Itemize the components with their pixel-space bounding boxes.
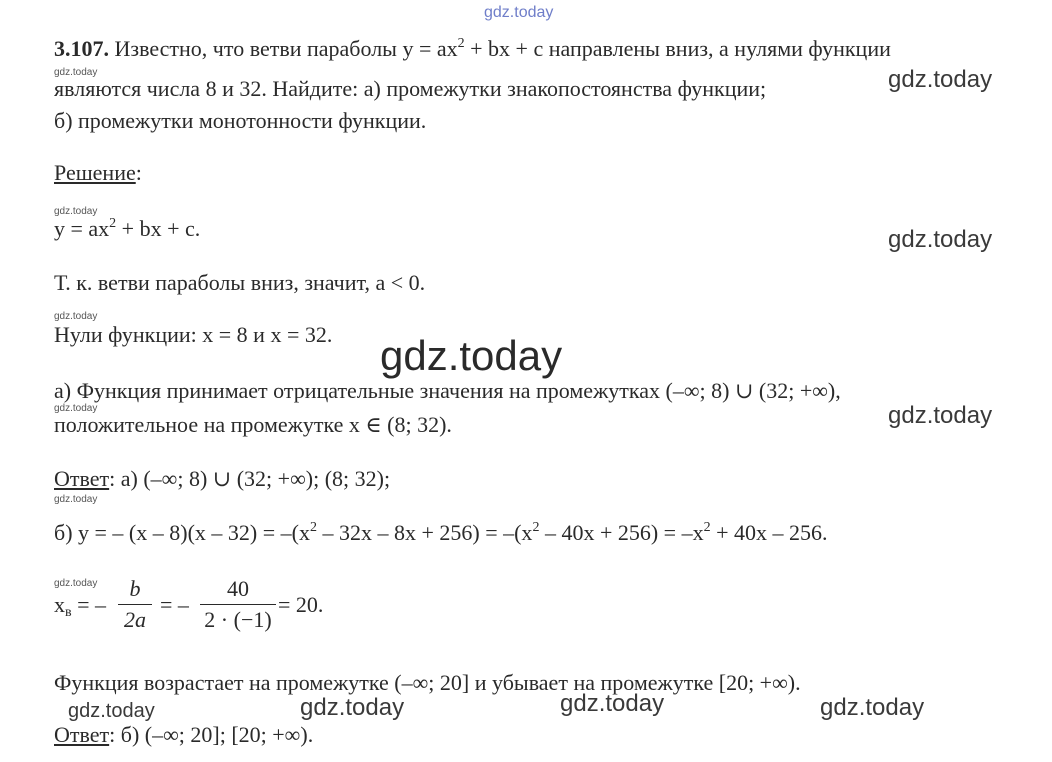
answer-a xyxy=(54,466,390,492)
problem-number: 3.107. xyxy=(54,36,109,61)
vertex-eq-2: = – xyxy=(160,592,189,617)
watermark-medium: gdz.today xyxy=(300,694,405,721)
part-b-equation xyxy=(54,520,828,546)
answer-b xyxy=(54,722,313,748)
watermark-small: gdz.today xyxy=(54,206,98,217)
fraction-numerator: b xyxy=(129,576,141,601)
vertex-subscript: в xyxy=(65,605,72,620)
exponent: 2 xyxy=(309,520,317,535)
watermark-small: gdz.today xyxy=(54,494,98,505)
zeros-statement: Нули функции: x = 8 и x = 32. xyxy=(54,322,333,347)
problem-line-3: б) промежутки монотонности функции. xyxy=(54,108,427,133)
watermark-medium: gdz.today xyxy=(68,700,155,722)
watermark-small: gdz.today xyxy=(54,578,98,589)
fraction-numerator: 40 xyxy=(227,576,249,601)
part-a-line-1: а) Функция принимает отрицательные значения на промежутках (–∞; 8) ∪ (32; +∞), xyxy=(54,378,841,403)
watermark-small: gdz.today xyxy=(54,403,98,414)
problem-line-1 xyxy=(54,36,891,62)
watermark-medium: gdz.today xyxy=(560,690,665,717)
fraction-40-over-2x-1 xyxy=(200,576,276,633)
watermark-small: gdz.today xyxy=(54,67,98,78)
equation-text: y = ax xyxy=(54,216,110,241)
equation-general xyxy=(54,216,200,242)
watermark-top: gdz.today xyxy=(484,4,554,21)
answer-label: Ответ xyxy=(54,722,110,747)
exponent: 2 xyxy=(457,36,465,51)
equation-text-rest: + bx + c. xyxy=(116,216,201,241)
fraction-denominator: 2a xyxy=(124,607,146,632)
answer-label: Ответ xyxy=(54,466,110,491)
solution-heading-text: Решение xyxy=(54,160,136,185)
fraction-bar xyxy=(200,604,276,605)
exponent: 2 xyxy=(703,520,711,535)
watermark-medium: gdz.today xyxy=(888,402,993,429)
problem-line-2: являются числа 8 и 32. Найдите: а) промежутки знакопостоянства функции; xyxy=(54,76,767,101)
watermark-medium: gdz.today xyxy=(820,694,925,721)
part-a-line-2: положительное на промежутке x ∈ (8; 32). xyxy=(54,412,452,437)
branches-statement: Т. к. ветви параболы вниз, значит, a < 0. xyxy=(54,270,426,295)
monotonicity-statement: Функция возрастает на промежутке (–∞; 20] и убывает на промежутке [20; +∞). xyxy=(54,670,801,695)
problem-text-1-rest: + bx + c направлены вниз, а нулями функции xyxy=(464,36,891,61)
solution-heading xyxy=(54,160,142,186)
part-b-text-2: – 32x – 8x + 256) = –(x xyxy=(316,520,533,545)
fraction-b-over-2a xyxy=(118,576,152,633)
fraction-denominator: 2 · (−1) xyxy=(204,607,272,632)
vertex-x: x xyxy=(54,592,65,617)
vertex-result: = 20. xyxy=(278,592,324,617)
answer-b-text: : б) (–∞; 20]; [20; +∞). xyxy=(109,722,314,747)
vertex-eq-1: = – xyxy=(71,592,107,617)
exponent: 2 xyxy=(109,216,117,231)
watermark-medium: gdz.today xyxy=(888,66,993,93)
answer-a-text: : а) (–∞; 8) ∪ (32; +∞); (8; 32); xyxy=(109,466,391,491)
solution-heading-colon: : xyxy=(135,160,142,185)
watermark-big: gdz.today xyxy=(380,332,563,379)
vertex-label xyxy=(54,592,106,618)
part-b-text-1: б) y = – (x – 8)(x – 32) = –(x xyxy=(54,520,310,545)
fraction-bar xyxy=(118,604,152,605)
watermark-medium: gdz.today xyxy=(888,226,993,253)
part-b-text-3: – 40x + 256) = –x xyxy=(539,520,704,545)
watermark-small: gdz.today xyxy=(54,311,98,322)
problem-text-1: Известно, что ветви параболы y = ax xyxy=(109,36,458,61)
exponent: 2 xyxy=(532,520,540,535)
part-b-text-4: + 40x – 256. xyxy=(710,520,828,545)
